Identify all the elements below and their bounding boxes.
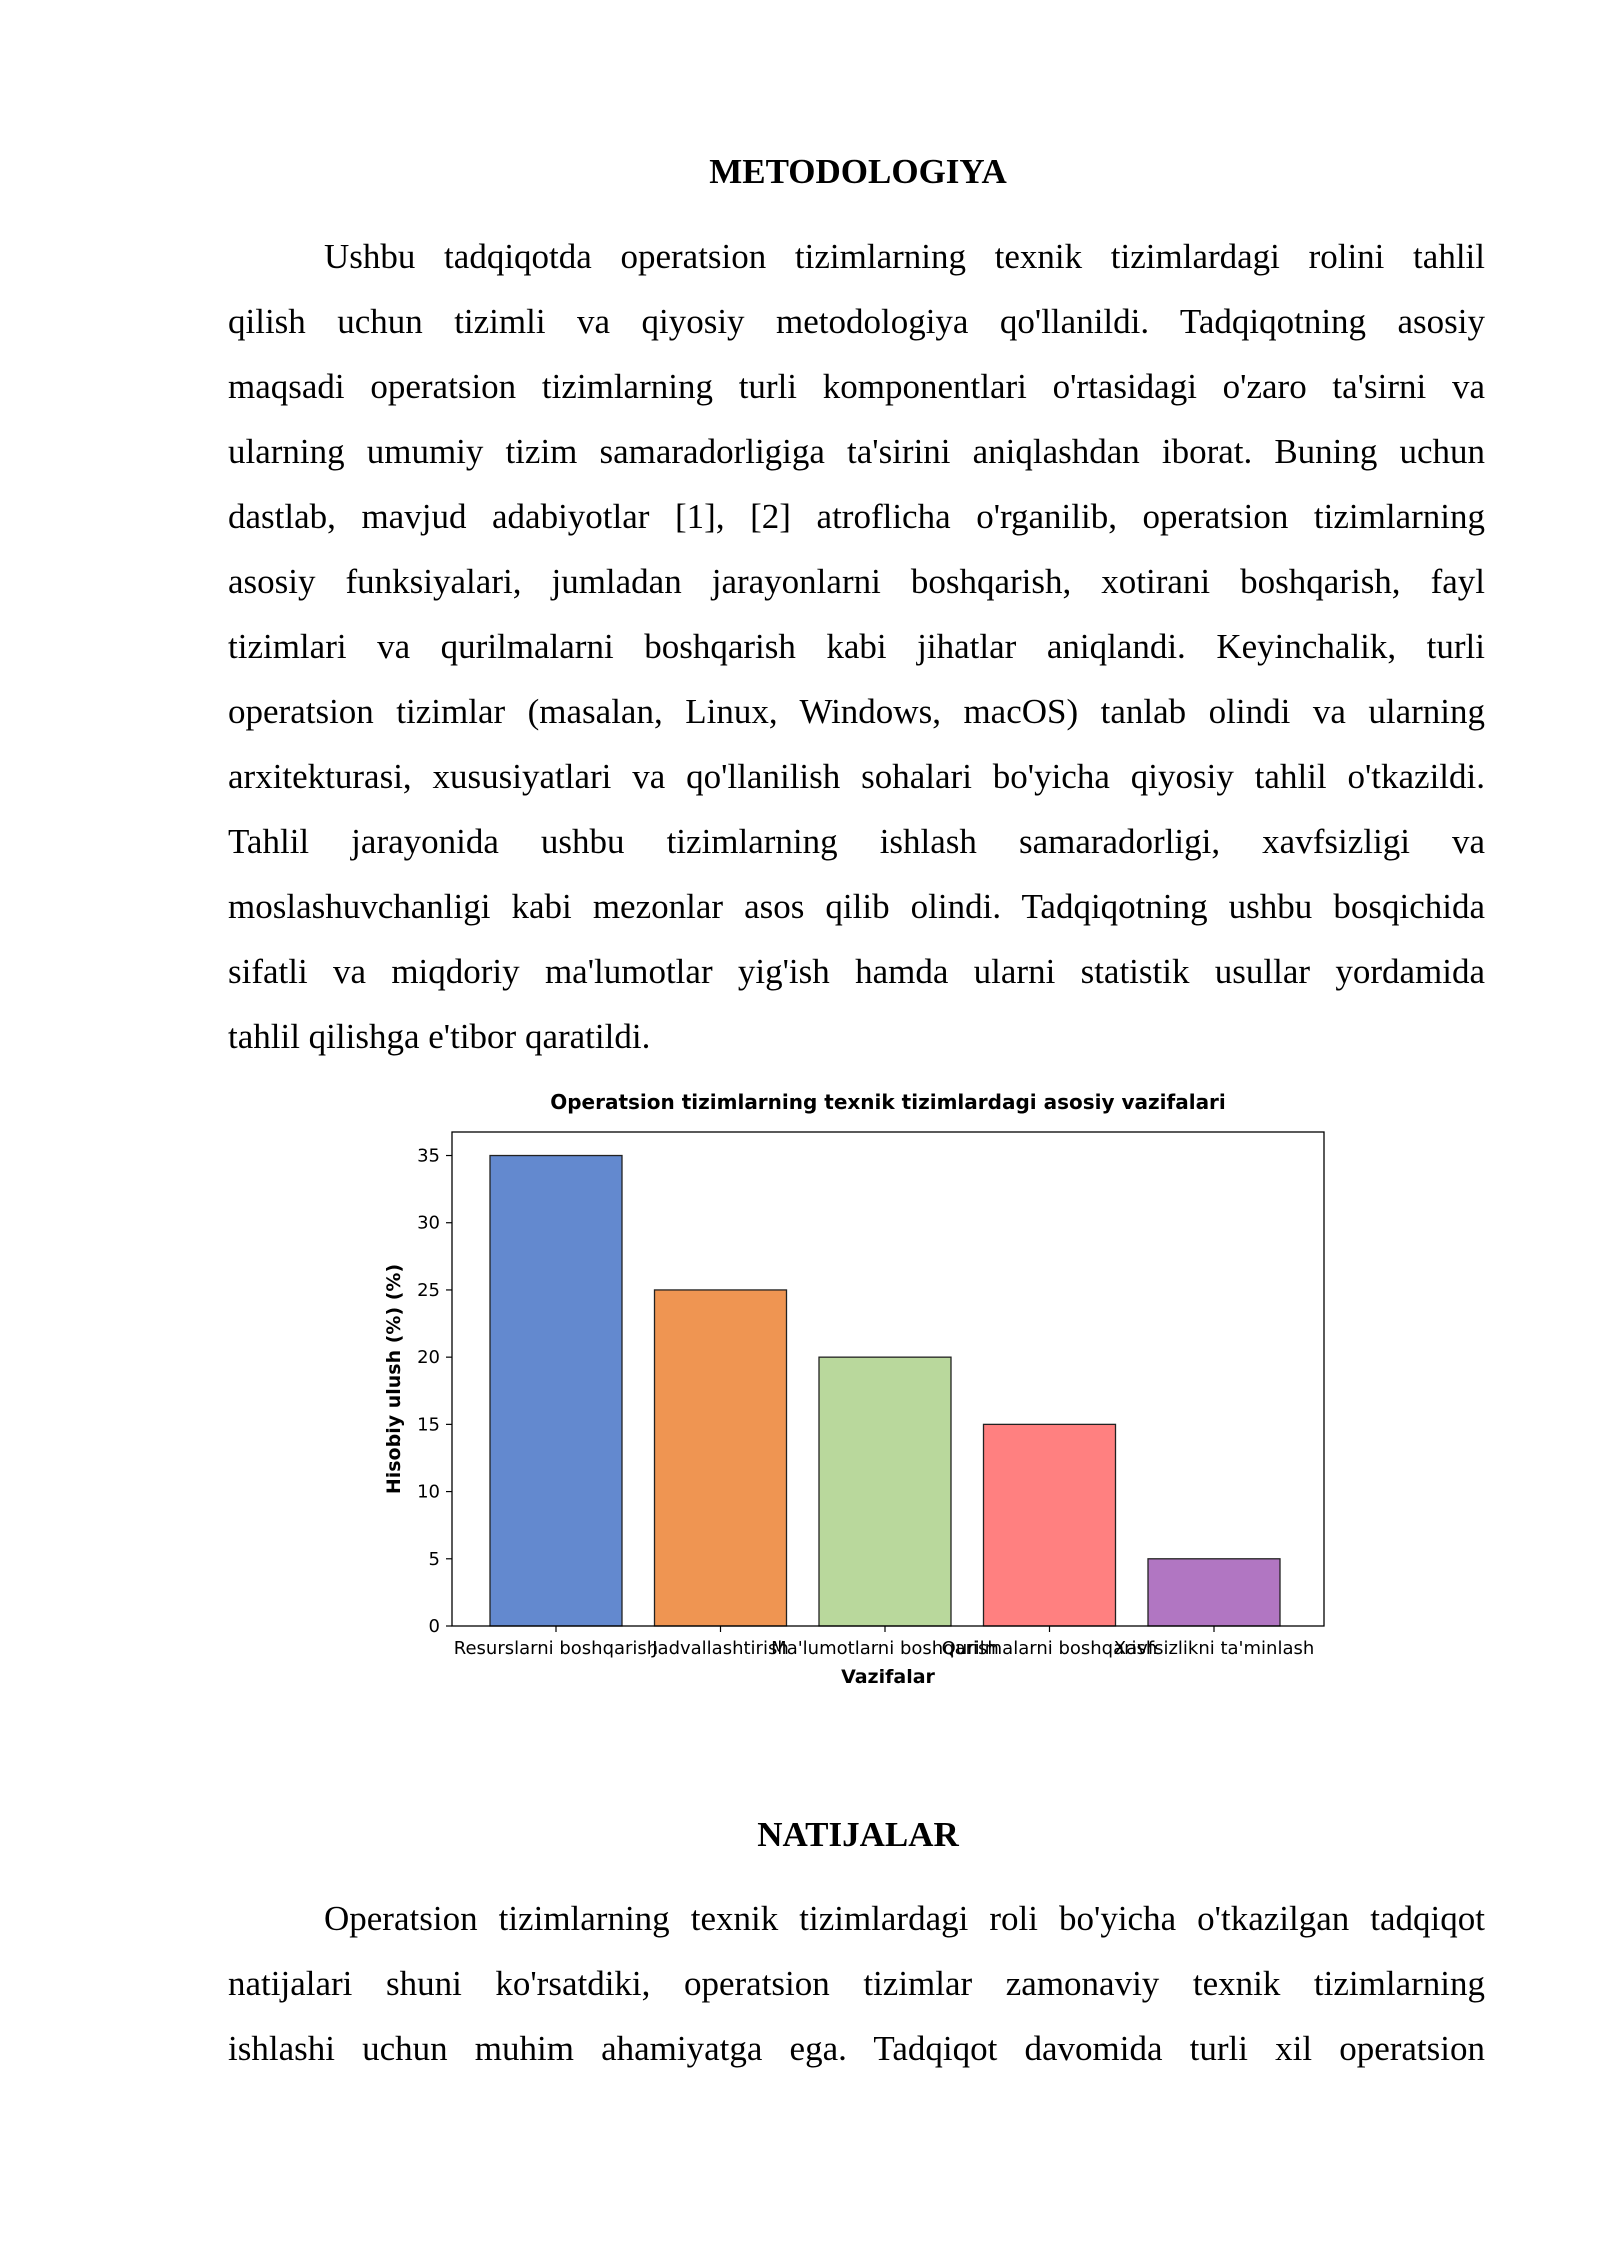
paragraph-line: dastlab, mavjud adabiyotlar [1], [2] atroflicha o'rganilib, operatsion tizimlarning	[228, 497, 1485, 536]
bar-chart	[340, 1075, 1340, 1695]
section-heading-results: NATIJALAR	[757, 1815, 959, 1854]
x-tick-label: Qurilmalarni boshqarish	[941, 1638, 1158, 1659]
bar	[1148, 1559, 1280, 1626]
paragraph-line: arxitekturasi, xususiyatlari va qo'llanilish sohalari bo'yicha qiyosiy tahlil o'tkazildi.	[228, 757, 1485, 796]
y-tick-label: 35	[417, 1145, 440, 1167]
paragraph-line: moslashuvchanligi kabi mezonlar asos qilib olindi. Tadqiqotning ushbu bosqichida	[228, 887, 1485, 926]
paragraph-line: asosiy funksiyalari, jumladan jarayonlarni boshqarish, xotirani boshqarish, fayl	[228, 562, 1485, 601]
x-tick-label: Jadvallashtirish	[652, 1638, 789, 1659]
y-tick-label: 15	[417, 1414, 440, 1436]
x-tick-label: Ma'lumotlarni boshqarish	[771, 1638, 999, 1659]
paragraph-line: sifatli va miqdoriy ma'lumotlar yig'ish hamda ularni statistik usullar yordamida	[228, 952, 1485, 991]
paragraph-line: qilish uchun tizimli va qiyosiy metodologiya qo'llanildi. Tadqiqotning asosiy	[228, 302, 1485, 341]
bar	[490, 1156, 622, 1626]
y-tick-label: 5	[428, 1548, 440, 1570]
x-tick-label: Resurslarni boshqarish	[453, 1638, 659, 1659]
chart-title: Operatsion tizimlarning texnik tizimlardagi asosiy vazifalari	[550, 1090, 1226, 1114]
y-tick-label: 10	[417, 1481, 440, 1503]
results-paragraph	[228, 1886, 1485, 2081]
y-tick-label: 0	[428, 1616, 440, 1637]
paragraph-line: tizimlari va qurilmalarni boshqarish kabi jihatlar aniqlandi. Keyinchalik, turli	[228, 627, 1485, 666]
y-tick-label: 20	[417, 1347, 440, 1369]
y-tick-label: 25	[417, 1279, 440, 1301]
x-axis-label: Vazifalar	[841, 1666, 935, 1688]
x-tick-label: Xavfsizlikni ta'minlash	[1113, 1638, 1315, 1659]
y-tick-label: 30	[417, 1212, 440, 1234]
paragraph-line: ishlashi uchun muhim ahamiyatga ega. Tadqiqot davomida turli xil operatsion	[228, 2029, 1485, 2068]
methodology-paragraph	[228, 224, 1485, 1069]
paragraph-line: tahlil qilishga e'tibor qaratildi.	[228, 1017, 651, 1056]
bar	[819, 1357, 951, 1626]
y-axis-label: Hisobiy ulush (%) (%)	[383, 1263, 405, 1495]
bar	[984, 1424, 1116, 1626]
paragraph-line: natijalari shuni ko'rsatdiki, operatsion tizimlar zamonaviy texnik tizimlarning	[228, 1964, 1485, 2003]
paragraph-line: ularning umumiy tizim samaradorligiga ta'sirini aniqlashdan iborat. Buning uchun	[228, 432, 1485, 471]
paragraph-line: maqsadi operatsion tizimlarning turli komponentlari o'rtasidagi o'zaro ta'sirni va	[228, 367, 1485, 406]
bar	[655, 1290, 787, 1626]
plot-area	[417, 1146, 1314, 1659]
paragraph-line: operatsion tizimlar (masalan, Linux, Windows, macOS) tanlab olindi va ularning	[228, 692, 1485, 731]
paragraph-line: Tahlil jarayonida ushbu tizimlarning ishlash samaradorligi, xavfsizligi va	[228, 822, 1485, 861]
paragraph-line: Operatsion tizimlarning texnik tizimlardagi roli bo'yicha o'tkazilgan tadqiqot	[324, 1899, 1485, 1938]
paragraph-line: Ushbu tadqiqotda operatsion tizimlarning texnik tizimlardagi rolini tahlil	[324, 237, 1485, 276]
section-heading-methodology: METODOLOGIYA	[709, 152, 1007, 191]
